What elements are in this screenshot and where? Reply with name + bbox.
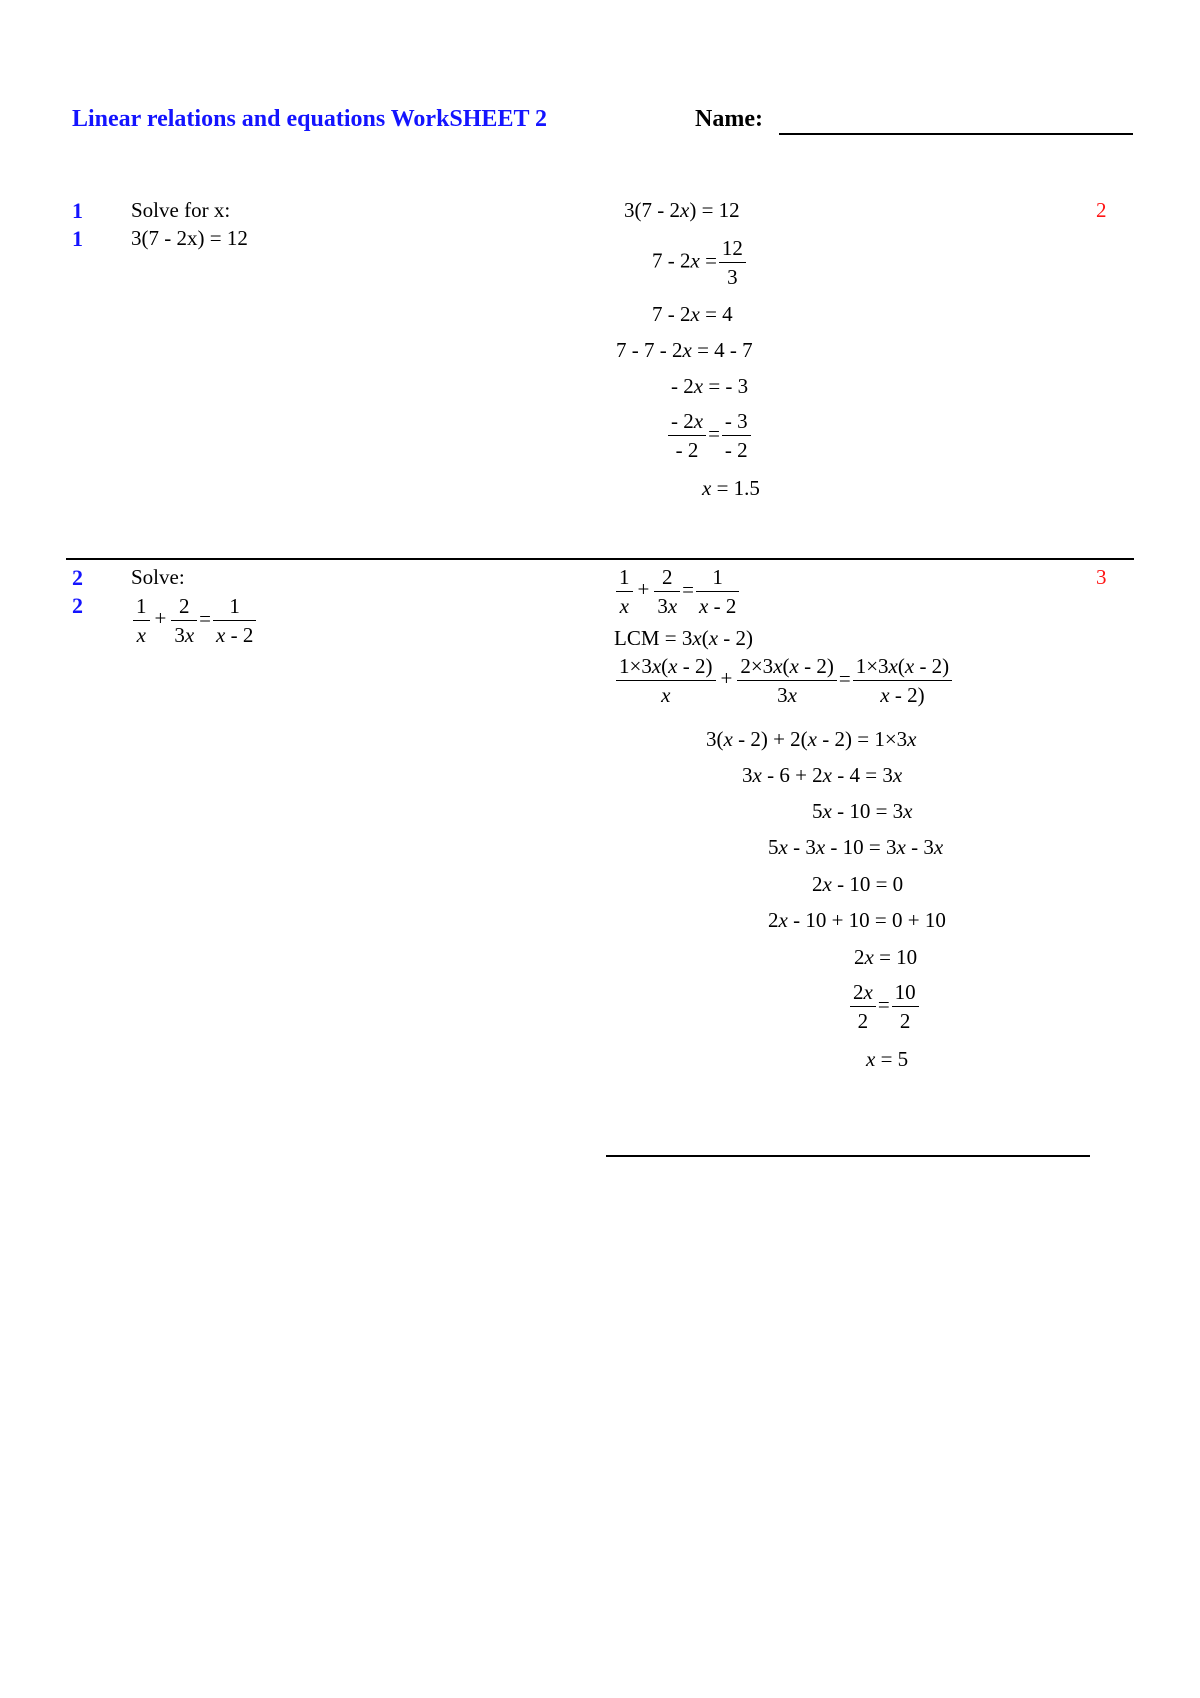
answer-underline bbox=[606, 1155, 1090, 1157]
q1-step-4-right: = 4 - 7 bbox=[691, 338, 753, 362]
q1-step-5-right: = - 3 bbox=[703, 374, 749, 398]
q1-step-4-left: 7 - 7 - 2 bbox=[616, 338, 683, 362]
q1-step-6: $\frac{- 2x}{- 2}$ = $\frac{- 3}{- 2}$ bbox=[666, 407, 753, 464]
q1-step-6-num-right: - 3 bbox=[722, 407, 751, 436]
q2-lcm: LCM = 3x(x - 2) bbox=[614, 626, 754, 650]
q1-step-2: 7 - 2x = $\frac{12}{3}$ bbox=[652, 234, 748, 291]
q2-step-h: $\frac{2x}{2}$ = $\frac{10}{2}$ bbox=[848, 978, 921, 1035]
q2-equation: $\frac{1}{x}$ + $\frac{2}{3x}$ = $\frac{1}{x - 2}$ bbox=[131, 592, 258, 649]
q1-step-6-den-right: - 2 bbox=[724, 438, 748, 462]
q1-prompt: Solve for x: bbox=[131, 198, 231, 222]
q1-step-2-num: 12 bbox=[719, 234, 746, 263]
q1-step-7: x = 1.5 bbox=[702, 476, 760, 500]
q1-step-6-fraction-right bbox=[722, 407, 751, 464]
q1-step-3-right: = 4 bbox=[699, 302, 733, 326]
q1-number-2: 1 bbox=[72, 226, 83, 251]
q1-step-2-left: 7 - 2 bbox=[652, 248, 691, 273]
q2-step-b: 3x - 6 + 2x - 4 = 3x bbox=[742, 763, 903, 787]
q1-step-1: 3(7 - 2x) = 12 bbox=[624, 198, 740, 222]
q1-step-1-left: 3(7 - 2 bbox=[624, 198, 680, 222]
q1-step-6-den-left: - 2 bbox=[675, 438, 699, 462]
name-label: Name: bbox=[695, 106, 763, 132]
q2-step-multiply: $\frac{1\times 3x(x - 2)}{x}$ + $\frac{2\times 3x(x - 2)}{3x}$ = $\frac{1\times 3x(x - 2)}{x - 2)}$ bbox=[614, 652, 954, 709]
q2-step-e: 2x - 10 = 0 bbox=[812, 872, 904, 896]
q2-big-num-3: 1×3 bbox=[855, 654, 889, 678]
q2-step-i: x = 5 bbox=[866, 1047, 909, 1071]
q1-step-7-right: = 1.5 bbox=[711, 476, 760, 500]
q1-step-1-right: ) = 12 bbox=[689, 198, 740, 222]
q2-step-g: 2x = 10 bbox=[854, 945, 918, 969]
q2-lcm-right: - 2) bbox=[718, 626, 754, 650]
q2-marks: 3 bbox=[1096, 565, 1107, 589]
q1-step-6-num-left: - 2 bbox=[671, 409, 694, 433]
q1-step-3-left: 7 - 2 bbox=[652, 302, 691, 326]
q2-step-f: 2x - 10 + 10 = 0 + 10 bbox=[768, 908, 946, 932]
q1-step-3: 7 - 2x = 4 bbox=[652, 302, 733, 326]
q1-step-2-den: 3 bbox=[727, 265, 738, 289]
q2-number-2: 2 bbox=[72, 593, 83, 618]
q2-big-num-2: 2×3 bbox=[740, 654, 774, 678]
q1-marks: 2 bbox=[1096, 198, 1107, 222]
worksheet-title: Linear relations and equations WorkSHEET 2 bbox=[72, 106, 548, 132]
q1-number: 1 bbox=[72, 198, 83, 223]
q1-step-5: - 2x = - 3 bbox=[671, 374, 749, 398]
name-underline[interactable] bbox=[779, 133, 1133, 135]
q2-number: 2 bbox=[72, 565, 83, 590]
q1-equation: 3(7 - 2x) = 12 bbox=[131, 226, 248, 250]
q1-step-2-fraction bbox=[719, 234, 746, 291]
q1-step-4: 7 - 7 - 2x = 4 - 7 bbox=[616, 338, 753, 362]
q2-prompt: Solve: bbox=[131, 565, 185, 589]
q1-step-6-fraction-left: $\frac{- 2x}{- 2}$ bbox=[668, 407, 706, 464]
q1-step-5-left: - 2 bbox=[671, 374, 694, 398]
q2-step-eq: $\frac{1}{x}$ + $\frac{2}{3x}$ = $\frac{1}{x - 2}$ bbox=[614, 563, 741, 620]
q2-lcm-left: LCM = 3 bbox=[614, 626, 693, 650]
q2-step-d: 5x - 3x - 10 = 3x - 3x bbox=[768, 835, 944, 859]
q2-step-c: 5x - 10 = 3x bbox=[812, 799, 913, 823]
q2-big-num-1: 1×3 bbox=[619, 654, 652, 678]
q2-step-a: 3(x - 2) + 2(x - 2) = 1×3x bbox=[706, 727, 917, 751]
question-divider bbox=[66, 558, 1134, 560]
